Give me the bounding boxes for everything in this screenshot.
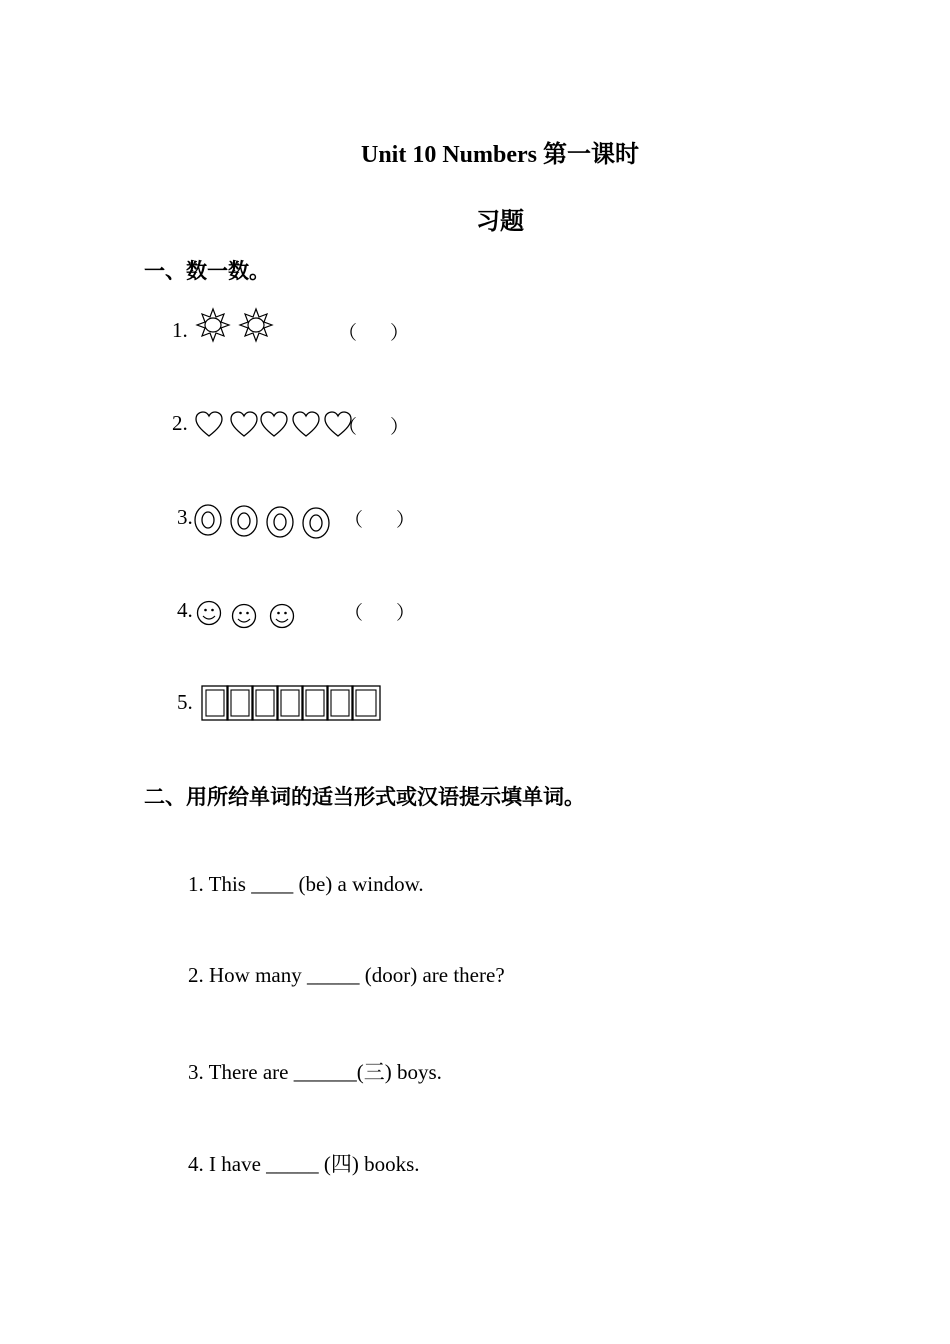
sun-icon <box>197 309 229 341</box>
heart-icon <box>196 412 222 436</box>
heart-icon <box>231 412 257 436</box>
section2-heading: 二、用所给单词的适当形式或汉语提示填单词。 <box>144 785 585 809</box>
box-icon <box>227 686 253 720</box>
smiley-icon <box>198 602 221 625</box>
section1-heading: 一、数一数。 <box>144 259 270 283</box>
item2-number: 2. <box>172 411 188 435</box>
heart-icon <box>293 412 319 436</box>
item1-number: 1. <box>172 318 188 342</box>
item2-paren-close: ） <box>390 417 410 438</box>
smiley-icon <box>271 605 294 628</box>
heart-icon <box>261 412 287 436</box>
smiley-icon <box>233 605 256 628</box>
item5-icons <box>201 685 385 723</box>
item3-paren-close: ） <box>396 510 416 531</box>
box-icon <box>252 686 278 720</box>
sentence-3: 3. There are ______(三) boys. <box>188 1060 442 1084</box>
ring-icon <box>195 505 221 535</box>
page-title: Unit 10 Numbers 第一课时 <box>360 142 639 168</box>
item2-icons <box>194 410 354 440</box>
page-subtitle: 习题 <box>476 209 524 235</box>
item5-number: 5. <box>177 690 193 714</box>
item4-paren-close: ） <box>396 603 416 624</box>
ring-icon <box>267 507 293 537</box>
sentence-4: 4. I have _____ (四) books. <box>188 1152 420 1176</box>
item3-number: 3. <box>177 505 193 529</box>
item1-paren-open: （ <box>338 323 358 344</box>
item1-icons <box>196 308 286 344</box>
box-icon <box>277 686 303 720</box>
box-icon <box>302 686 328 720</box>
ring-icon <box>231 506 257 536</box>
item4-number: 4. <box>177 598 193 622</box>
box-icon <box>202 686 228 720</box>
item1-paren-close: ） <box>390 323 410 344</box>
item3-icons <box>194 503 334 541</box>
item3-paren-open: （ <box>344 510 364 531</box>
box-icon <box>327 686 353 720</box>
sun-icon <box>240 309 272 341</box>
ring-icon <box>303 508 329 538</box>
sentence-1: 1. This ____ (be) a window. <box>188 872 424 896</box>
sentence-2: 2. How many _____ (door) are there? <box>188 963 505 987</box>
item2-paren-open: （ <box>338 417 358 438</box>
item4-icons <box>196 599 306 633</box>
item4-paren-open: （ <box>344 603 364 624</box>
box-icon <box>352 686 380 720</box>
